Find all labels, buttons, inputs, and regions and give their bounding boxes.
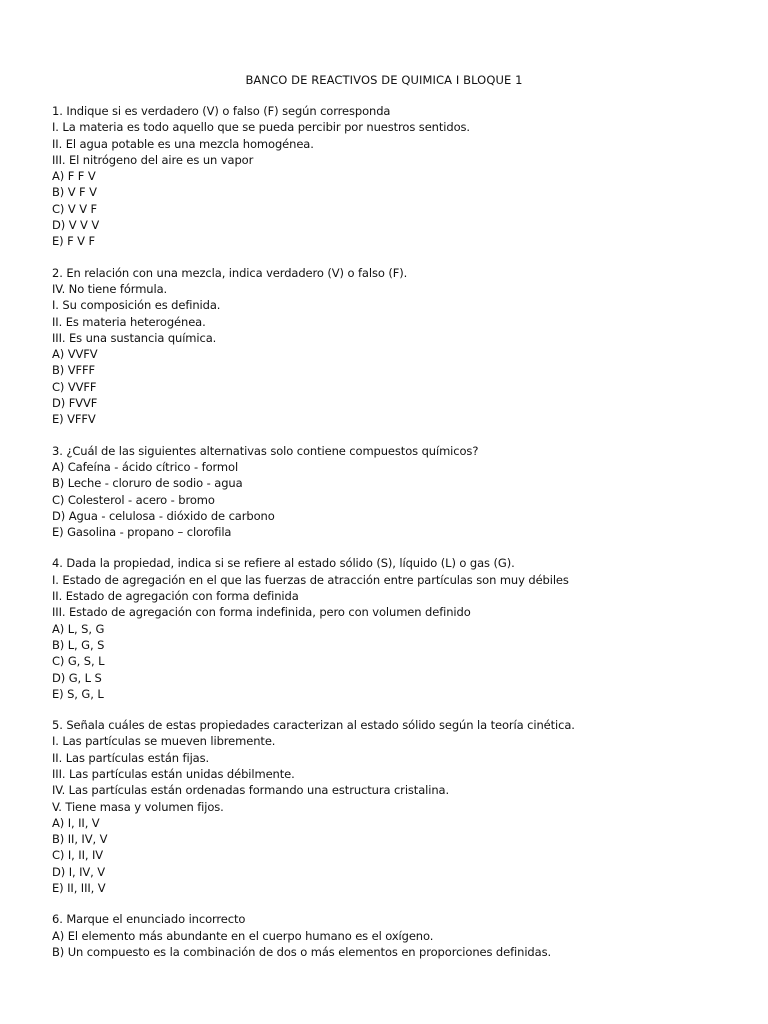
answer-option: E) Gasolina - propano – clorofila xyxy=(52,525,232,540)
question-1 xyxy=(52,103,742,250)
answer-option: D) G, L S xyxy=(52,670,102,685)
question-prompt: 6. Marque el enunciado incorrecto xyxy=(52,912,246,927)
answer-option: E) VFFV xyxy=(52,412,96,427)
answer-option: D) FVVF xyxy=(52,396,98,411)
answer-option: A) El elemento más abundante en el cuerpo humano es el oxígeno. xyxy=(52,928,434,943)
answer-option: D) Agua - celulosa - dióxido de carbono xyxy=(52,508,275,523)
question-statement: II. Las partículas están fijas. xyxy=(52,750,210,765)
answer-option: B) Leche - cloruro de sodio - agua xyxy=(52,476,243,491)
answer-option: C) G, S, L xyxy=(52,654,105,669)
answer-option: C) V V F xyxy=(52,201,98,216)
question-5 xyxy=(52,717,742,896)
question-statement: IV. Las partículas están ordenadas formando una estructura cristalina. xyxy=(52,783,450,798)
question-statement: II. El agua potable es una mezcla homogénea. xyxy=(52,136,314,151)
question-statement: II. Es materia heterogénea. xyxy=(52,314,206,329)
question-statement: I. Su composición es definida. xyxy=(52,298,221,313)
answer-option: D) V V V xyxy=(52,218,100,233)
question-prompt: 2. En relación con una mezcla, indica verdadero (V) o falso (F). xyxy=(52,265,408,280)
question-4 xyxy=(52,555,742,702)
question-3 xyxy=(52,443,742,541)
question-statement: I. La materia es todo aquello que se pueda percibir por nuestros sentidos. xyxy=(52,120,470,135)
answer-option: E) S, G, L xyxy=(52,686,104,701)
question-2 xyxy=(52,265,742,428)
question-prompt: 3. ¿Cuál de las siguientes alternativas solo contiene compuestos químicos? xyxy=(52,443,479,458)
question-statement: II. Estado de agregación con forma definida xyxy=(52,589,299,604)
question-prompt: 1. Indique si es verdadero (V) o falso (F) según corresponda xyxy=(52,104,391,118)
question-prompt: 5. Señala cuáles de estas propiedades caracterizan al estado sólido según la teoría cinética. xyxy=(52,718,575,733)
question-statement: I. Estado de agregación en el que las fuerzas de atracción entre partículas son muy débiles xyxy=(52,572,569,587)
question-statement: V. Tiene masa y volumen fijos. xyxy=(52,799,224,814)
answer-option: B) L, G, S xyxy=(52,637,105,652)
question-statement: III. Las partículas están unidas débilmente. xyxy=(52,766,295,781)
question-list xyxy=(52,103,742,960)
document-title: BANCO DE REACTIVOS DE QUIMICA I BLOQUE 1 xyxy=(245,73,523,87)
question-statement: III. El nitrógeno del aire es un vapor xyxy=(52,152,254,167)
question-6 xyxy=(52,911,742,960)
answer-option: B) II, IV, V xyxy=(52,832,108,847)
answer-option: A) Cafeína - ácido cítrico - formol xyxy=(52,459,239,474)
answer-option: B) Un compuesto es la combinación de dos o más elementos en proporciones definidas. xyxy=(52,944,552,959)
question-statement: I. Las partículas se mueven libremente. xyxy=(52,734,276,749)
answer-option: A) L, S, G xyxy=(52,621,105,636)
answer-option: C) I, II, IV xyxy=(52,848,104,863)
answer-option: C) VVFF xyxy=(52,379,97,394)
answer-option: A) I, II, V xyxy=(52,815,100,830)
question-statement: III. Es una sustancia química. xyxy=(52,330,217,345)
question-statement: III. Estado de agregación con forma indefinida, pero con volumen definido xyxy=(52,605,471,620)
answer-option: B) VFFF xyxy=(52,363,96,378)
answer-option: E) F V F xyxy=(52,234,96,249)
answer-option: A) F F V xyxy=(52,169,96,184)
question-statement: IV. No tiene fórmula. xyxy=(52,281,168,296)
answer-option: D) I, IV, V xyxy=(52,864,106,879)
question-prompt: 4. Dada la propiedad, indica si se refiere al estado sólido (S), líquido (L) o gas (G). xyxy=(52,556,515,571)
answer-option: E) II, III, V xyxy=(52,881,106,896)
answer-option: B) V F V xyxy=(52,185,97,200)
answer-option: C) Colesterol - acero - bromo xyxy=(52,492,215,507)
answer-option: A) VVFV xyxy=(52,347,98,362)
